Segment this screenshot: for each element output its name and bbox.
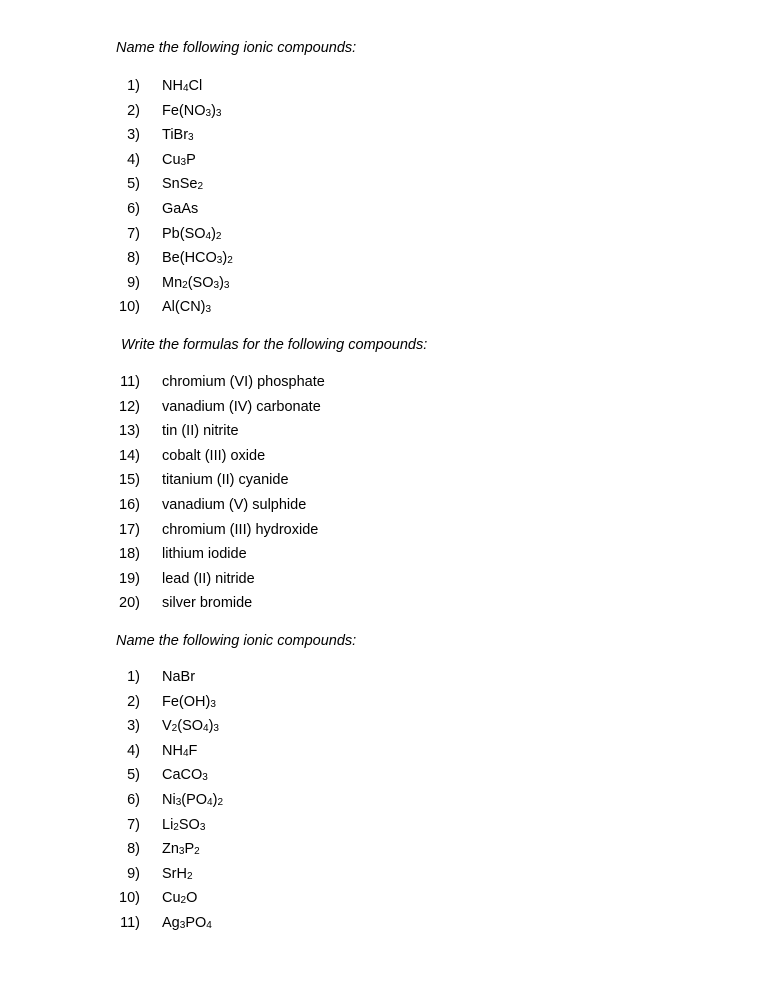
chemical-formula bbox=[162, 714, 219, 739]
item-number: 17) bbox=[119, 521, 140, 538]
formula-part: Pb(SO bbox=[162, 225, 206, 242]
formula-subscript: 4 bbox=[182, 83, 189, 94]
formula-subscript: 2 bbox=[227, 255, 233, 267]
formula-part: Fe(NO bbox=[162, 102, 206, 119]
compound-name: vanadium (IV) carbonate bbox=[162, 398, 321, 415]
chemical-formula bbox=[162, 763, 208, 788]
formula-part: ) bbox=[208, 718, 214, 735]
compound-name: titanium (II) cyanide bbox=[162, 472, 289, 489]
formula-part: V bbox=[162, 718, 172, 735]
formula-part: P bbox=[184, 841, 195, 858]
item-number: 1) bbox=[127, 669, 140, 685]
formula-subscript: 3 bbox=[179, 919, 186, 931]
formula-subscript: 3 bbox=[205, 304, 212, 316]
formula-subscript: 2 bbox=[171, 723, 178, 735]
formula-subscript: 2 bbox=[197, 181, 204, 193]
item-number: 12) bbox=[119, 398, 140, 415]
formula-part: (SO bbox=[177, 718, 204, 735]
compound-name: lithium iodide bbox=[162, 546, 247, 563]
item-number: 19) bbox=[119, 570, 140, 587]
formula-subscript: 2 bbox=[173, 821, 179, 833]
item-number: 20) bbox=[119, 595, 140, 612]
formula-part: SnSe bbox=[162, 176, 198, 193]
formula-part: Al(CN) bbox=[162, 299, 206, 316]
formula-part: NH bbox=[162, 78, 183, 94]
formula-subscript: 2 bbox=[194, 846, 200, 858]
chemical-formula bbox=[162, 123, 194, 148]
formula-subscript: 3 bbox=[223, 279, 230, 291]
item-number: 8) bbox=[127, 841, 140, 858]
chemical-formula bbox=[162, 148, 196, 173]
item-number: 4) bbox=[127, 742, 140, 759]
formula-subscript: 2 bbox=[217, 796, 224, 808]
chemical-formula bbox=[162, 295, 211, 320]
formula-part: Li bbox=[162, 816, 174, 833]
formula-part: ) bbox=[222, 250, 228, 267]
section1-heading: Name the following ionic compounds: bbox=[116, 40, 357, 56]
formula-part: NaBr bbox=[162, 669, 196, 685]
formula-subscript: 4 bbox=[203, 723, 209, 735]
chemical-formula bbox=[162, 665, 195, 690]
formula-part: ) bbox=[219, 274, 224, 291]
formula-part: (PO bbox=[181, 791, 208, 808]
formula-part: ) bbox=[211, 225, 216, 242]
compound-name: tin (II) nitrite bbox=[162, 423, 239, 440]
item-number: 1) bbox=[127, 78, 140, 94]
formula-part: NH bbox=[162, 742, 183, 759]
item-number: 10) bbox=[119, 890, 140, 907]
formula-part: SO bbox=[178, 816, 200, 833]
item-number: 5) bbox=[127, 176, 140, 193]
compound-name: chromium (III) hydroxide bbox=[162, 521, 319, 538]
formula-part: ) bbox=[211, 102, 216, 119]
chemical-formula bbox=[162, 172, 203, 197]
item-number: 16) bbox=[119, 496, 140, 513]
chemical-formula bbox=[162, 74, 202, 99]
formula-part: (SO bbox=[187, 274, 214, 291]
compound-name: lead (II) nitride bbox=[162, 570, 255, 587]
formula-subscript: 3 bbox=[210, 698, 216, 710]
section2-heading: Write the formulas for the following compounds: bbox=[121, 337, 428, 353]
formula-subscript: 2 bbox=[186, 870, 193, 882]
item-number: 15) bbox=[119, 472, 140, 489]
formula-subscript: 4 bbox=[205, 230, 212, 242]
formula-subscript: 3 bbox=[188, 132, 194, 144]
compound-name: chromium (VI) phosphate bbox=[162, 374, 325, 390]
compound-name: vanadium (V) sulphide bbox=[162, 496, 307, 513]
formula-part: Cl bbox=[188, 78, 203, 94]
formula-part: PO bbox=[185, 914, 207, 931]
formula-part: ) bbox=[212, 791, 218, 808]
item-number: 14) bbox=[119, 447, 140, 464]
formula-subscript: 3 bbox=[202, 772, 208, 784]
formula-part: O bbox=[186, 890, 198, 907]
chemical-formula bbox=[162, 911, 212, 936]
formula-subscript: 4 bbox=[207, 796, 213, 808]
chemical-formula bbox=[162, 862, 193, 887]
formula-part: TiBr bbox=[162, 127, 189, 144]
chemical-formula bbox=[162, 837, 200, 862]
formula-subscript: 3 bbox=[215, 107, 222, 119]
formula-subscript: 4 bbox=[206, 919, 212, 931]
item-number: 2) bbox=[127, 693, 140, 710]
item-number: 3) bbox=[127, 718, 140, 735]
item-number: 7) bbox=[127, 816, 140, 833]
chemical-formula bbox=[162, 246, 233, 271]
formula-subscript: 3 bbox=[178, 846, 185, 858]
formula-subscript: 3 bbox=[180, 156, 187, 168]
item-number: 8) bbox=[127, 250, 140, 267]
formula-part: Ag bbox=[162, 914, 180, 931]
formula-subscript: 3 bbox=[213, 279, 220, 291]
chemical-formula bbox=[162, 886, 197, 911]
formula-subscript: 4 bbox=[182, 747, 189, 759]
formula-part: GaAs bbox=[162, 200, 199, 217]
item-number: 9) bbox=[127, 865, 140, 882]
chemical-formula bbox=[162, 271, 229, 296]
formula-subscript: 3 bbox=[216, 255, 223, 267]
item-number: 5) bbox=[127, 767, 140, 784]
chemical-formula bbox=[162, 197, 198, 222]
chemical-formula bbox=[162, 739, 197, 764]
item-number: 6) bbox=[127, 791, 140, 808]
chemical-formula bbox=[162, 222, 221, 247]
formula-subscript: 2 bbox=[182, 279, 188, 291]
formula-subscript: 2 bbox=[180, 895, 187, 907]
item-number: 10) bbox=[119, 299, 140, 316]
formula-subscript: 3 bbox=[199, 821, 206, 833]
section3-heading: Name the following ionic compounds: bbox=[116, 633, 357, 649]
formula-part: CaCO bbox=[162, 767, 203, 784]
chemical-formula bbox=[162, 99, 221, 124]
item-number: 11) bbox=[120, 914, 140, 931]
item-number: 4) bbox=[127, 151, 140, 168]
item-number: 6) bbox=[127, 200, 140, 217]
item-number: 18) bbox=[119, 546, 140, 563]
chemical-formula bbox=[162, 788, 223, 813]
formula-part: Be(HCO bbox=[162, 250, 217, 267]
compound-name: cobalt (III) oxide bbox=[162, 447, 266, 464]
item-number: 3) bbox=[127, 127, 140, 144]
formula-part: P bbox=[186, 151, 196, 168]
chemical-formula bbox=[162, 813, 205, 838]
formula-part: Zn bbox=[162, 841, 179, 858]
formula-part: Cu bbox=[162, 151, 181, 168]
item-number: 13) bbox=[119, 423, 140, 440]
formula-subscript: 3 bbox=[205, 107, 212, 119]
item-number: 11) bbox=[120, 374, 140, 390]
formula-part: SrH bbox=[162, 865, 187, 882]
item-number: 7) bbox=[127, 225, 140, 242]
chemical-formula bbox=[162, 690, 216, 715]
formula-part: F bbox=[188, 742, 198, 759]
item-number: 9) bbox=[127, 274, 140, 291]
formula-part: Fe(OH) bbox=[162, 693, 211, 710]
formula-part: Cu bbox=[162, 890, 181, 907]
formula-part: Ni bbox=[162, 791, 176, 808]
formula-subscript: 3 bbox=[175, 796, 182, 808]
compound-name: silver bromide bbox=[162, 595, 253, 612]
formula-subscript: 2 bbox=[215, 230, 222, 242]
formula-part: Mn bbox=[162, 274, 183, 291]
item-number: 2) bbox=[127, 102, 140, 119]
formula-subscript: 3 bbox=[213, 723, 219, 735]
